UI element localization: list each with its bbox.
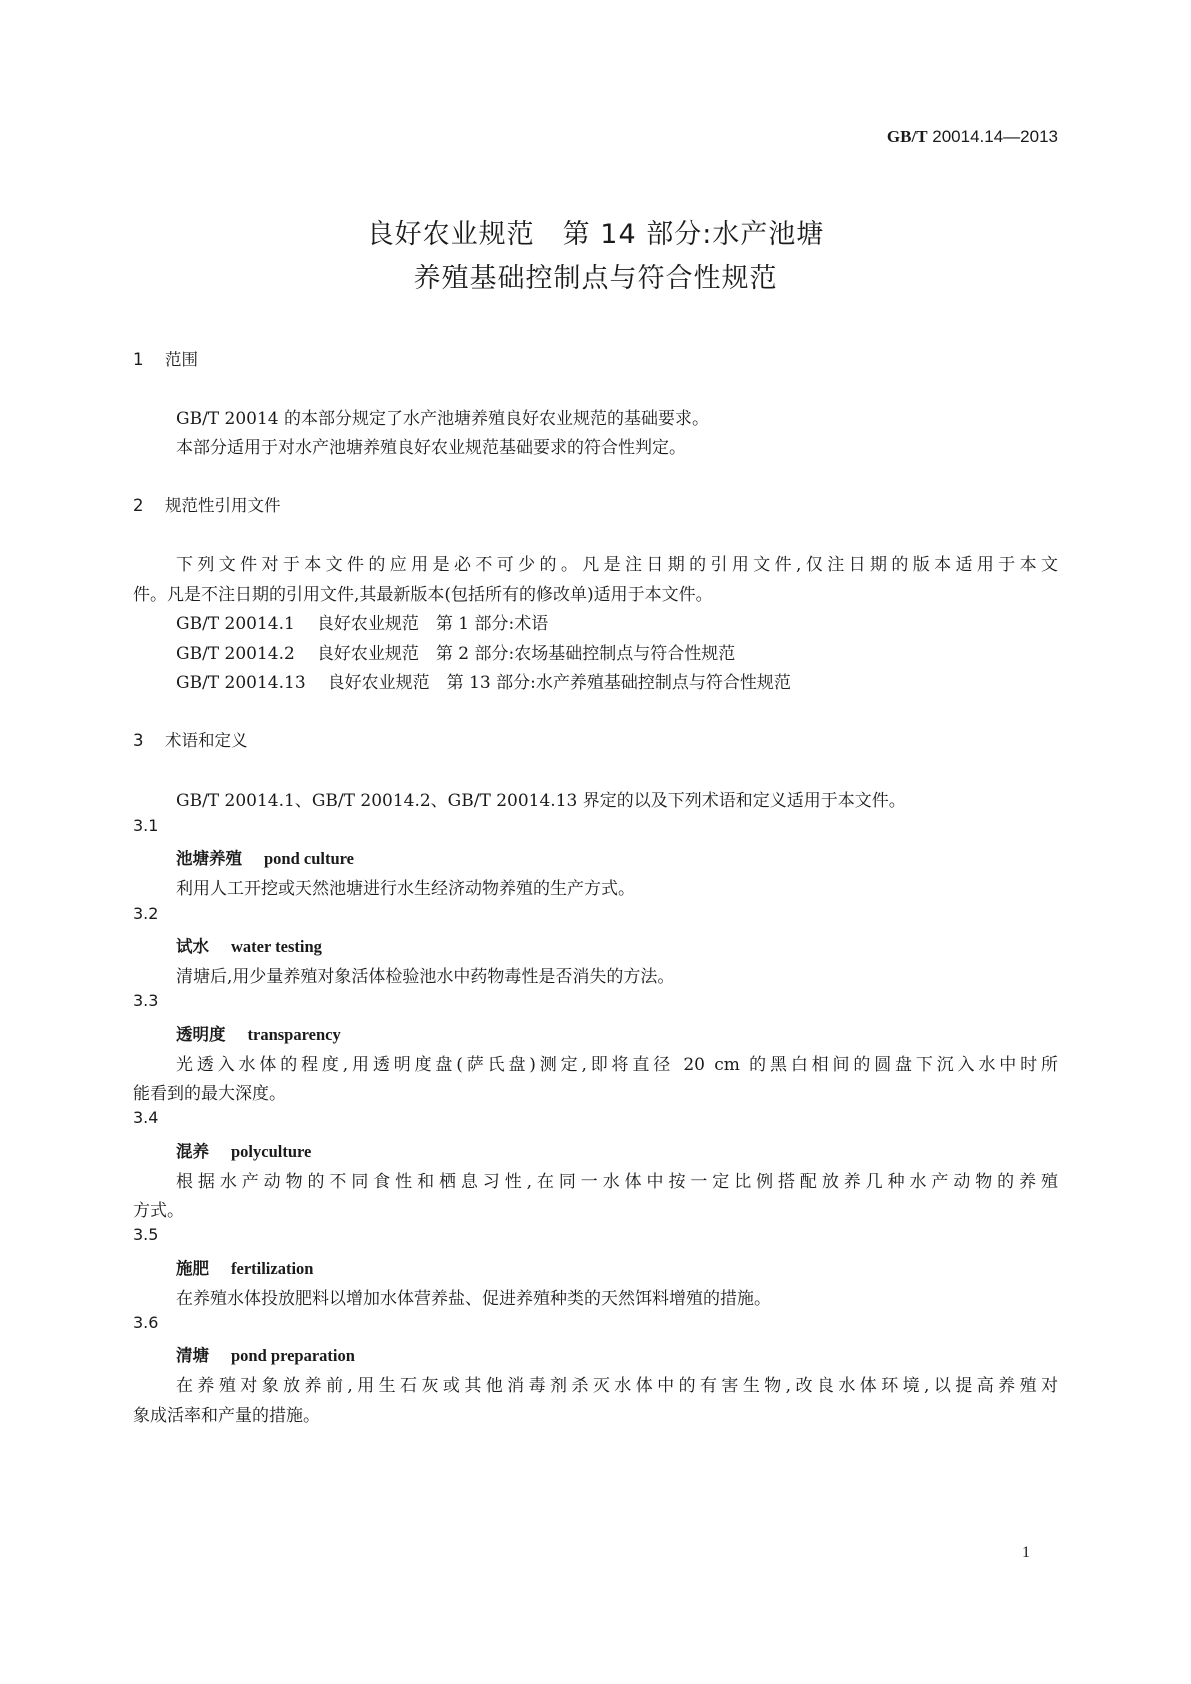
- term-number: 3.5: [133, 1225, 159, 1244]
- section-3-intro: GB/T 20014.1、GB/T 20014.2、GB/T 20014.13 界定的以及下列术语和定义适用于本文件。: [176, 791, 906, 811]
- term-definition-continued: 方式。: [133, 1201, 184, 1221]
- term-heading: 试水 water testing: [176, 937, 322, 956]
- term-definition-continued: 象成活率和产量的措施。: [133, 1406, 320, 1426]
- term-definition: 利用人工开挖或天然池塘进行水生经济动物养殖的生产方式。: [176, 879, 635, 899]
- term-definition: 在养殖对象放养前,用生石灰或其他消毒剂杀灭水体中的有害生物,改良水体环境,以提高养殖对: [176, 1376, 1058, 1396]
- term-heading: 透明度 transparency: [176, 1025, 341, 1044]
- term-definition: 根据水产动物的不同食性和栖息习性,在同一水体中按一定比例搭配放养几种水产动物的养殖: [176, 1172, 1058, 1192]
- term-heading: 施肥 fertilization: [176, 1259, 314, 1278]
- term-definition: 在养殖水体投放肥料以增加水体营养盐、促进养殖种类的天然饵料增殖的措施。: [176, 1289, 771, 1309]
- term-number: 3.6: [133, 1313, 159, 1332]
- standard-number: GB/T 20014.14—2013: [886, 127, 1058, 146]
- term-heading: 清塘 pond preparation: [176, 1346, 355, 1365]
- page-number: 1: [1022, 1544, 1030, 1561]
- section-2-heading: 2 规范性引用文件: [133, 496, 281, 515]
- term-number: 3.2: [133, 904, 159, 923]
- term-number: 3.4: [133, 1108, 159, 1127]
- term-number: 3.3: [133, 991, 159, 1010]
- reference-item: GB/T 20014.1 良好农业规范 第 1 部分:术语: [176, 614, 549, 634]
- section-1-paragraph-1: GB/T 20014 的本部分规定了水产池塘养殖良好农业规范的基础要求。: [176, 409, 710, 429]
- term-definition-continued: 能看到的最大深度。: [133, 1084, 286, 1104]
- document-title-line1: 良好农业规范 第 14 部分:水产池塘: [366, 219, 825, 250]
- section-2-intro-line2: 件。凡是不注日期的引用文件,其最新版本(包括所有的修改单)适用于本文件。: [133, 585, 713, 605]
- term-definition: 清塘后,用少量养殖对象活体检验池水中药物毒性是否消失的方法。: [176, 967, 675, 987]
- section-3-heading: 3 术语和定义: [133, 731, 248, 750]
- term-number: 3.1: [133, 816, 159, 835]
- section-1-paragraph-2: 本部分适用于对水产池塘养殖良好农业规范基础要求的符合性判定。: [176, 438, 686, 458]
- reference-item: GB/T 20014.2 良好农业规范 第 2 部分:农场基础控制点与符合性规范: [176, 644, 736, 664]
- section-2-intro-line1: 下列文件对于本文件的应用是必不可少的。凡是注日期的引用文件,仅注日期的版本适用于本文: [176, 555, 1058, 575]
- section-1-heading: 1 范围: [133, 350, 198, 369]
- term-heading: 混养 polyculture: [176, 1142, 312, 1161]
- document-title-line2: 养殖基础控制点与符合性规范: [413, 263, 778, 294]
- reference-item: GB/T 20014.13 良好农业规范 第 13 部分:水产养殖基础控制点与符合性规范: [176, 673, 791, 693]
- term-definition: 光透入水体的程度,用透明度盘(萨氏盘)测定,即将直径 20 cm 的黑白相间的圆盘下沉入水中时所: [176, 1055, 1058, 1075]
- term-heading: 池塘养殖 pond culture: [176, 849, 355, 868]
